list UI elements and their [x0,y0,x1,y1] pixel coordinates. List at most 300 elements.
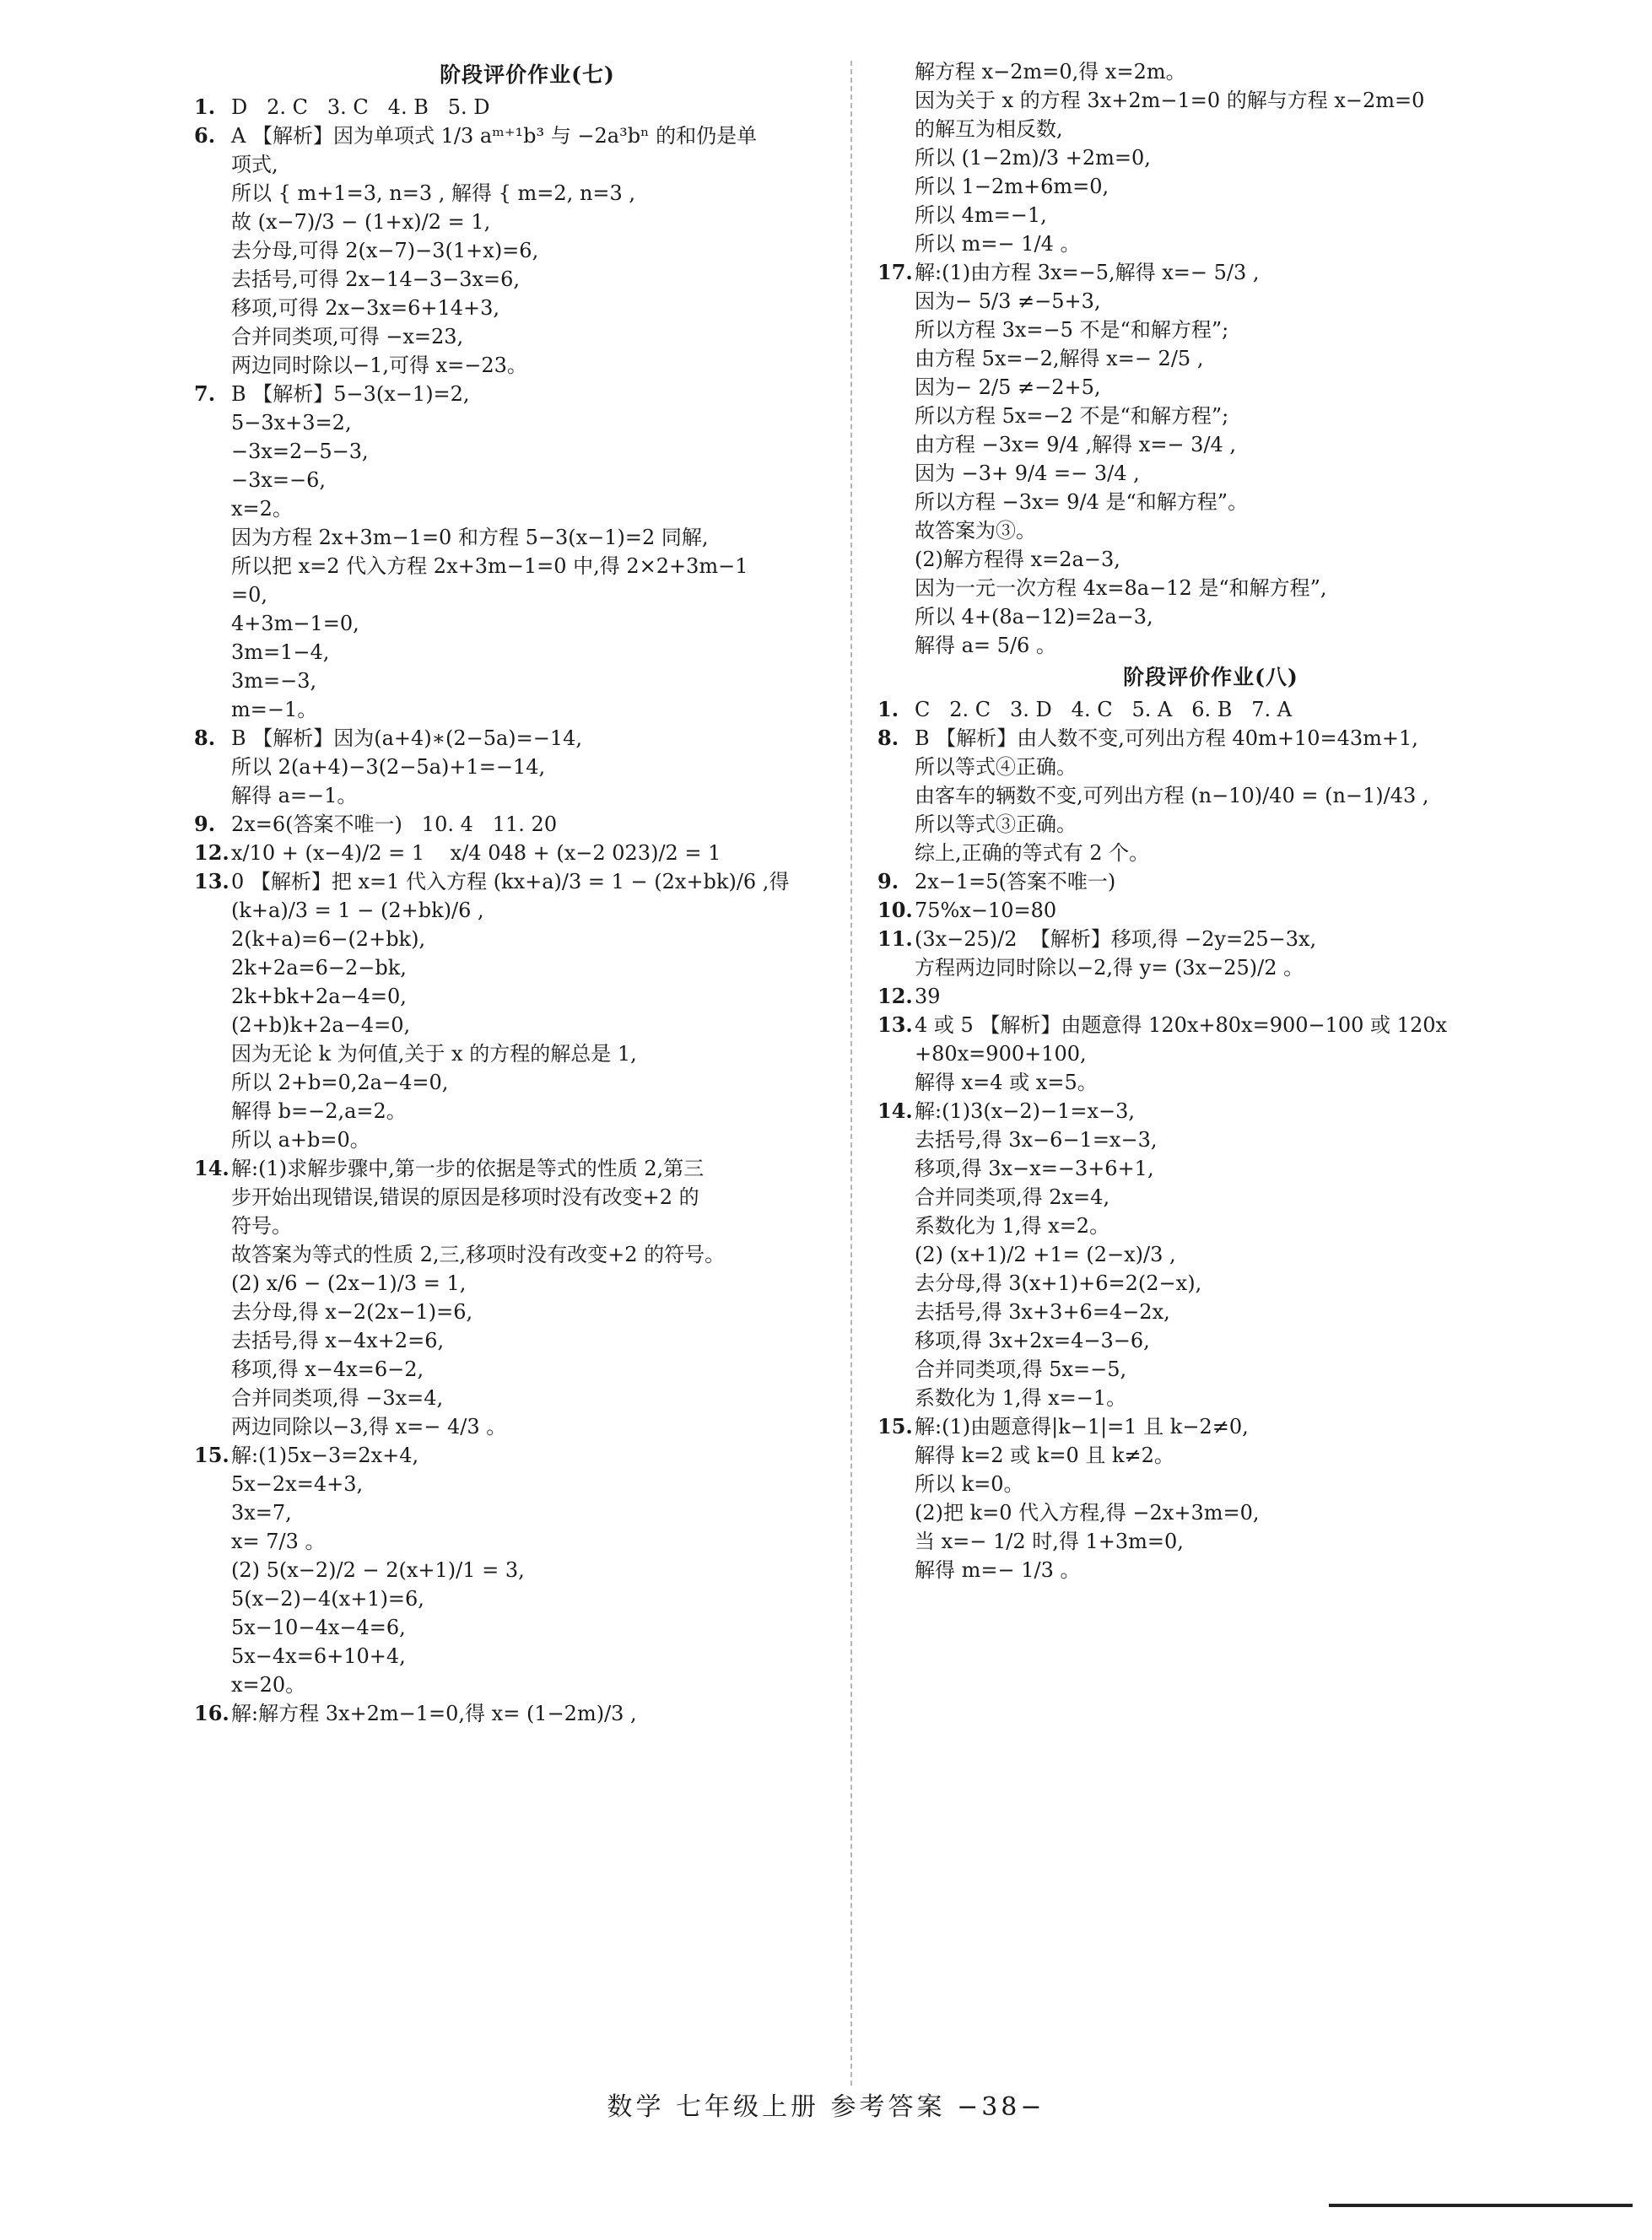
answer-line [877,1498,1544,1527]
answer-line [877,1011,1544,1039]
answer-line [194,638,861,667]
answer-text: 所以 k=0。 [915,1472,1024,1496]
bottom-rule [1329,2204,1633,2207]
answer-text: 解:(1)求解步骤中,第一步的依据是等式的性质 2,第三 [231,1157,705,1180]
answer-text: 所以 2+b=0,2a−4=0, [231,1071,449,1094]
item-number [877,753,915,781]
answer-text: −3x=−6, [231,468,327,492]
answer-text: 的解互为相反数, [915,117,1063,141]
answer-line [877,1240,1544,1269]
answer-line [877,839,1544,867]
column-divider [850,61,852,2086]
item-number [194,1125,231,1154]
item-number [877,953,915,982]
answer-line [194,236,861,265]
item-number [194,351,231,380]
answer-line [194,839,861,867]
answer-text: 合并同类项,得 −3x=4, [231,1386,444,1410]
item-number [877,574,915,602]
answer-line [877,1039,1544,1068]
answer-line [194,1613,861,1642]
answer-line [194,925,861,953]
page-footer: 数学 七年级上册 参考答案 −38− [607,2092,1045,2122]
answer-text: 5x−4x=6+10+4, [231,1644,406,1668]
answer-text: 去分母,得 3(x+1)+6=2(2−x), [915,1271,1202,1295]
item-number [877,459,915,488]
answer-line [194,1269,861,1298]
item-number [877,1326,915,1355]
answer-line [877,896,1544,925]
answer-text: 当 x=− 1/2 时,得 1+3m=0, [915,1530,1184,1553]
answer-line [194,179,861,208]
answer-text: x/10 + (x−4)/2 = 1 x/4 048 + (x−2 023)/2 = 1 [231,841,721,865]
answer-text: 去括号,得 3x+3+6=4−2x, [915,1300,1170,1324]
answer-line [877,867,1544,896]
answer-line [877,1183,1544,1212]
answer-text: 所以方程 −3x= 9/4 是“和解方程”。 [915,490,1249,514]
item-number [877,1470,915,1498]
item-number [194,1384,231,1412]
answer-line [194,1011,861,1039]
answer-text: (2+b)k+2a−4=0, [231,1013,411,1037]
left-answer-lines [194,93,861,1728]
answer-line [194,1584,861,1613]
answer-line [877,1326,1544,1355]
answer-text: 所以把 x=2 代入方程 2x+3m−1=0 中,得 2×2+3m−1 [231,554,748,578]
answer-line [194,351,861,380]
answer-text: 所以 { m+1=3, n=3 , 解得 { m=2, n=3 , [231,181,636,205]
item-number [877,1527,915,1556]
item-number: 13. [194,869,229,893]
answer-text: 系数化为 1,得 x=−1。 [915,1386,1127,1410]
answer-line [877,574,1544,602]
answer-text: 2k+2a=6−2−bk, [231,956,407,980]
answer-line [194,609,861,638]
section-title-8: 阶段评价作业(八) [1123,665,1298,689]
answer-text: (2) x/6 − (2x−1)/3 = 1, [231,1271,467,1295]
answer-text: 合并同类项,得 2x=4, [915,1185,1110,1209]
item-number: 6. [194,123,216,148]
answer-text: m=−1。 [231,698,318,721]
answer-line [194,1671,861,1699]
answer-text: (2) (x+1)/2 +1= (2−x)/3 , [915,1243,1176,1266]
answer-text: 移项,得 x−4x=6−2, [231,1357,424,1381]
item-number: 12. [194,840,229,865]
answer-line [194,1039,861,1068]
answer-text: 所以等式③正确。 [915,812,1077,836]
item-number [194,150,231,179]
answer-line [877,695,1544,724]
answer-text: 所以 m=− 1/4 。 [915,232,1081,256]
answer-line [194,953,861,982]
answer-text: 3x=7, [231,1501,292,1525]
item-number: 12. [877,984,913,1008]
item-number [877,86,915,115]
item-number [877,1154,915,1183]
item-number [877,781,915,810]
item-number [194,236,231,265]
answer-text: 75%x−10=80 [915,899,1057,922]
item-number [877,201,915,229]
item-number [877,1298,915,1326]
item-number [877,373,915,402]
answer-text: 解方程 x−2m=0,得 x=2m。 [915,60,1186,84]
answer-line [877,373,1544,402]
answer-text: +80x=900+100, [915,1042,1087,1066]
answer-line [194,1298,861,1326]
answer-line [877,143,1544,172]
answer-line [877,488,1544,516]
answer-line [877,57,1544,86]
item-number: 15. [194,1443,229,1467]
item-number: 9. [194,812,216,836]
answer-text: =0, [231,583,268,607]
item-number [194,523,231,552]
item-number [877,316,915,344]
answer-text: 移项,得 3x+2x=4−3−6, [915,1329,1150,1352]
answer-line [877,430,1544,459]
answer-line [877,545,1544,574]
answer-text: 2x=6(答案不唯一) 10. 4 11. 20 [231,812,558,836]
answer-text: 4 或 5 【解析】由题意得 120x+80x=900−100 或 120x [915,1013,1448,1037]
answer-line [194,1240,861,1269]
answer-line [877,258,1544,287]
answer-text: 解:(1)3(x−2)−1=x−3, [915,1099,1136,1123]
answer-text: 项式, [231,153,278,176]
answer-text: 因为− 2/5 ≠−2+5, [915,375,1101,399]
answer-text: 因为− 5/3 ≠−5+3, [915,289,1101,313]
answer-text: 符号。 [231,1214,292,1238]
item-number [194,408,231,437]
answer-text: 解:(1)由题意得|k−1|=1 且 k−2≠0, [915,1415,1249,1438]
answer-line [877,1556,1544,1584]
item-number [194,781,231,810]
item-number [877,1125,915,1154]
answer-text: D 2. C 3. C 4. B 5. D [231,95,490,119]
answer-text: 所以 2(a+4)−3(2−5a)+1=−14, [231,755,546,779]
item-number [194,294,231,322]
answer-line [877,1527,1544,1556]
answer-text: 5x−10−4x−4=6, [231,1616,406,1639]
item-number [877,1556,915,1584]
answer-line [877,1355,1544,1384]
answer-line [194,322,861,351]
item-number: 15. [877,1414,913,1438]
answer-text: 两边同除以−3,得 x=− 4/3 。 [231,1415,507,1438]
answer-line [877,810,1544,839]
answer-text: (2)把 k=0 代入方程,得 −2x+3m=0, [915,1501,1260,1525]
answer-line [194,408,861,437]
answer-line [877,1269,1544,1298]
answer-text: 2k+bk+2a−4=0, [231,985,407,1008]
answer-text: 解:(1)由方程 3x=−5,解得 x=− 5/3 , [915,261,1260,284]
item-number [877,1039,915,1068]
answer-text: 方程两边同时除以−2,得 y= (3x−25)/2 。 [915,956,1304,980]
answer-line [877,631,1544,660]
item-number [194,1498,231,1527]
answer-text: 所以 4+(8a−12)=2a−3, [915,605,1153,629]
answer-text: 2x−1=5(答案不唯一) [915,870,1116,893]
answer-line [194,896,861,925]
answer-line [194,580,861,609]
answer-line [877,1212,1544,1240]
item-number [877,402,915,430]
item-number [194,1556,231,1584]
answer-text: 所以 1−2m+6m=0, [915,175,1109,198]
answer-line [877,316,1544,344]
item-number [877,1269,915,1298]
answer-line [194,1412,861,1441]
answer-text: 移项,得 3x−x=−3+6+1, [915,1157,1154,1180]
answer-text: 由客车的辆数不变,可列出方程 (n−10)/40 = (n−1)/43 , [915,784,1429,807]
answer-line [194,265,861,294]
item-number [877,631,915,660]
answer-line [194,781,861,810]
answer-text: 去括号,得 3x−6−1=x−3, [915,1128,1158,1152]
answer-line [194,208,861,236]
answer-text: 所以等式④正确。 [915,755,1077,779]
answer-line [194,93,861,121]
item-number [194,1527,231,1556]
item-number [194,437,231,466]
answer-line [194,1527,861,1556]
answer-line [877,115,1544,143]
answer-line [877,344,1544,373]
answer-text: 去分母,可得 2(x−7)−3(1+x)=6, [231,239,539,262]
item-number [194,1039,231,1068]
right-answer-lines-top [877,57,1544,660]
answer-text: A 【解析】因为单项式 1/3 aᵐ⁺¹b³ 与 −2a³bⁿ 的和仍是单 [231,124,758,148]
item-number: 8. [194,726,216,750]
item-number [877,172,915,201]
answer-line [194,380,861,408]
answer-line [877,753,1544,781]
item-number [877,1498,915,1527]
item-number [194,1355,231,1384]
item-number [194,179,231,208]
answer-text: 所以 a+b=0。 [231,1128,370,1152]
answer-text: 故答案为等式的性质 2,三,移项时没有改变+2 的符号。 [231,1243,726,1266]
answer-text: (2) 5(x−2)/2 − 2(x+1)/1 = 3, [231,1558,525,1582]
answer-text: x= 7/3 。 [231,1530,326,1553]
answer-line [194,1355,861,1384]
answer-line [194,1154,861,1183]
answer-line [194,466,861,494]
answer-line [877,1097,1544,1125]
item-number [194,1240,231,1269]
answer-text: 3m=−3, [231,669,317,693]
item-number [194,494,231,523]
answer-text: 去括号,可得 2x−14−3−3x=6, [231,267,521,291]
answer-text: (3x−25)/2 【解析】移项,得 −2y=25−3x, [915,927,1317,951]
answer-text: 因为一元一次方程 4x=8a−12 是“和解方程”, [915,576,1327,600]
answer-text: 所以方程 5x=−2 不是“和解方程”; [915,404,1229,428]
answer-text: 合并同类项,可得 −x=23, [231,325,464,348]
item-number [877,57,915,86]
item-number [877,545,915,574]
item-number [877,810,915,839]
item-number [194,925,231,953]
answer-text: 移项,可得 2x−3x=6+14+3, [231,296,500,320]
item-number [194,1212,231,1240]
item-number [194,1470,231,1498]
item-number: 17. [877,260,913,284]
answer-text: B 【解析】因为(a+4)∗(2−5a)=−14, [231,726,583,750]
answer-text: 3m=1−4, [231,640,330,664]
answer-line [194,1097,861,1125]
answer-text: 5(x−2)−4(x+1)=6, [231,1587,424,1611]
answer-text: 解得 a=−1。 [231,784,358,807]
answer-text: 5x−2x=4+3, [231,1472,364,1496]
answer-text: C 2. C 3. D 4. C 5. A 6. B 7. A [915,698,1293,721]
answer-line [194,810,861,839]
item-number [194,1584,231,1613]
answer-line [194,724,861,753]
answer-text: 去分母,得 x−2(2x−1)=6, [231,1300,473,1324]
item-number [194,695,231,724]
answer-line [194,753,861,781]
answer-text: 解:解方程 3x+2m−1=0,得 x= (1−2m)/3 , [231,1702,637,1725]
item-number [194,1671,231,1699]
answer-line [194,1212,861,1240]
answer-line [194,150,861,179]
answer-line [194,695,861,724]
answer-line [877,1441,1544,1470]
answer-line [194,1183,861,1212]
item-number [877,839,915,867]
answer-text: 解:(1)5x−3=2x+4, [231,1444,419,1467]
answer-line [877,1470,1544,1498]
answer-line [877,86,1544,115]
answer-text: 所以方程 3x=−5 不是“和解方程”; [915,318,1229,342]
item-number [194,1412,231,1441]
section-title-7: 阶段评价作业(七) [440,62,615,87]
item-number [194,753,231,781]
answer-line [877,602,1544,631]
answer-line [877,925,1544,953]
answer-text: 所以 4m=−1, [915,203,1047,227]
item-number: 14. [194,1156,229,1180]
answer-line [877,229,1544,258]
item-number [194,466,231,494]
answer-line [194,1326,861,1355]
answer-text: B 【解析】5−3(x−1)=2, [231,382,470,406]
item-number [877,143,915,172]
item-number [877,516,915,545]
answer-text: −3x=2−5−3, [231,440,369,463]
answer-line [194,1384,861,1412]
answer-line [877,953,1544,982]
item-number [194,1642,231,1671]
answer-line [194,1068,861,1097]
answer-text: 解得 a= 5/6 。 [915,634,1056,657]
answer-line [194,494,861,523]
left-column [194,57,861,1728]
item-number [877,488,915,516]
item-number [877,1240,915,1269]
item-number [877,115,915,143]
answer-line [194,552,861,580]
right-answer-lines-bottom [877,695,1544,1584]
item-number [194,1011,231,1039]
answer-text: 系数化为 1,得 x=2。 [915,1214,1110,1238]
item-number [877,602,915,631]
item-number [194,1068,231,1097]
answer-text: 解得 b=−2,a=2。 [231,1099,407,1123]
item-number [194,638,231,667]
answer-text: (2)解方程得 x=2a−3, [915,548,1120,571]
answer-text: 由方程 5x=−2,解得 x=− 2/5 , [915,347,1204,370]
answer-text: 0 【解析】把 x=1 代入方程 (kx+a)/3 = 1 − (2x+bk)/6 ,得 [231,870,790,893]
answer-text: 故 (x−7)/3 − (1+x)/2 = 1, [231,210,491,234]
item-number [877,430,915,459]
item-number: 9. [877,869,899,893]
answer-line [877,516,1544,545]
answer-text: 解得 k=2 或 k=0 且 k≠2。 [915,1444,1174,1467]
answer-line [877,1412,1544,1441]
item-number [194,208,231,236]
item-number: 13. [877,1012,913,1037]
item-number: 10. [877,898,913,922]
answer-line [194,1125,861,1154]
item-number [194,953,231,982]
item-number [877,1183,915,1212]
item-number: 1. [877,697,899,721]
item-number [194,1326,231,1355]
answer-line [194,867,861,896]
answer-text: 5−3x+3=2, [231,411,352,435]
answer-text: 解得 x=4 或 x=5。 [915,1071,1098,1094]
item-number [194,1613,231,1642]
answer-text: 步开始出现错误,错误的原因是移项时没有改变+2 的 [231,1185,699,1209]
answer-text: 解得 m=− 1/3 。 [915,1558,1081,1582]
answer-line [877,287,1544,316]
answer-text: 因为方程 2x+3m−1=0 和方程 5−3(x−1)=2 同解, [231,526,709,549]
item-number [877,1384,915,1412]
answer-line [877,1298,1544,1326]
answer-line [194,437,861,466]
item-number [194,982,231,1011]
answer-text: 故答案为③。 [915,519,1036,542]
item-number: 8. [877,726,899,750]
item-number: 7. [194,381,216,406]
answer-line [877,724,1544,753]
answer-line [194,982,861,1011]
answer-text: 39 [915,985,941,1008]
item-number [194,1298,231,1326]
answer-line [194,667,861,695]
item-number: 11. [877,926,913,951]
answer-line [194,1699,861,1728]
item-number [194,667,231,695]
answer-line [194,121,861,150]
item-number [877,1212,915,1240]
answer-line [877,459,1544,488]
answer-line [194,1498,861,1527]
right-column [877,57,1544,1584]
item-number [194,1097,231,1125]
answer-text: 因为无论 k 为何值,关于 x 的方程的解总是 1, [231,1042,637,1066]
item-number [877,1068,915,1097]
answer-line [194,1441,861,1470]
item-number [877,229,915,258]
answer-line [877,781,1544,810]
item-number: 1. [194,94,216,119]
answer-text: x=2。 [231,497,293,521]
item-number [194,1183,231,1212]
answer-text: 综上,正确的等式有 2 个。 [915,841,1150,865]
answer-text: B 【解析】由人数不变,可列出方程 40m+10=43m+1, [915,726,1418,750]
